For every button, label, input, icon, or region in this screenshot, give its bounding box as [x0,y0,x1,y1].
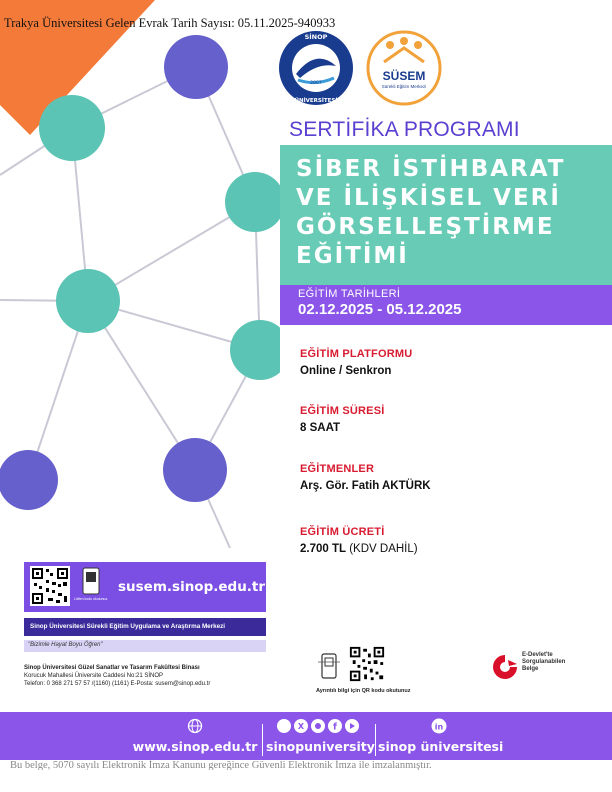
phone-scan-icon [74,566,108,606]
qr-note: Ayrıntılı bilgi için QR kodu okutunuz [316,688,411,694]
address-title: Sinop Üniversitesi Güzel Sanatlar ve Tasarım Fakültesi Binası [24,665,200,671]
sinop-university-logo [278,28,448,112]
footer-divider-2 [375,724,376,756]
svg-text:X: X [297,722,305,731]
duration-value: 8 SAAT [300,422,341,434]
edevlet-line-3: Belge [522,666,539,672]
fee-label: EĞİTİM ÜCRETİ [300,526,385,538]
susem-logo-text: SÜSEM [382,69,426,83]
qr-caption-left: Lütfen kodu okutunuz. [74,597,108,601]
susem-website-link[interactable]: susem.sinop.edu.tr [118,579,266,595]
phone-scan-icon-2 [314,652,344,682]
footer-website[interactable] [132,718,258,754]
svg-text:f: f [333,722,337,733]
incoming-document-stamp: Trakya Üniversitesi Gelen Evrak Tarih Sayısı: 05.11.2025-940933 [4,16,336,30]
social-icons [276,718,362,734]
footer-linkedin[interactable] [378,718,504,754]
fee-value: 2.700 TL [300,543,347,555]
platform-section [300,348,412,377]
title-line-3: GÖRSELLEŞTİRME [296,214,555,240]
platform-label: EĞİTİM PLATFORMU [300,348,413,360]
fee-section [300,526,418,555]
title-line-1: SİBER İSTİHBARAT [296,156,566,182]
globe-icon [187,718,203,734]
trainers-label: EĞİTMENLER [300,463,375,475]
address-block [24,664,274,688]
edevlet-text [522,652,565,673]
edevlet-logo-icon [490,652,520,682]
instagram-icon [277,719,291,733]
fee-note: (KDV DAHİL) [346,543,418,555]
trainers-section [300,463,431,492]
linkedin-icon [431,718,447,734]
footer-social[interactable] [266,718,375,754]
address-line: Korucuk Mahallesi Üniversite Caddesi No:21 SİNOP [24,673,164,679]
fee-value-row [300,543,418,555]
edevlet-line-1: E-Devlet'te [522,652,553,658]
edevlet-badge [490,652,580,682]
qr-code-left[interactable] [30,566,70,606]
platform-value: Online / Senkron [300,365,392,377]
dates-box [280,285,612,325]
logos-area [278,28,448,112]
contact-line: Telefon: 0 368 271 57 57 /(1160) (1161) E-Posta: susem@sinop.edu.tr [24,681,211,687]
footer-divider-1 [262,724,263,756]
title-line-4: EĞİTİMİ [296,243,409,269]
center-name-bar: Sinop Üniversitesi Sürekli Eğitim Uygulama ve Araştırma Merkezi [24,618,266,636]
footer-linkedin-label: sinop üniversitesi [378,739,504,754]
program-label: SERTİFİKA PROGRAMI [289,118,520,141]
title-box [280,145,612,285]
title-line-2: VE İLİŞKİSEL VERİ [296,185,561,211]
footer-website-label: www.sinop.edu.tr [132,739,258,754]
susem-logo-subtext: Sürekli Eğitim Merkezi [381,84,427,89]
e-signature-note: Bu belge, 5070 sayılı Elektronik İmza Kanunu gereğince Güvenli Elektronik İmza ile imzalanmıştır. [10,760,432,770]
network-illustration [0,0,280,548]
footer-social-label: sinopuniversity [266,739,375,754]
svg-text:in: in [434,722,444,732]
sinop-logo-top-text: SİNOP [304,33,328,41]
trainers-value: Arş. Gör. Fatih AKTÜRK [300,480,431,492]
motto-bar: "Bizimle Hayat Boyu Öğren" [24,640,266,652]
sinop-logo-bottom-text: ÜNİVERSİTESİ [294,98,338,104]
dates-value: 02.12.2025 - 05.12.2025 [298,301,462,318]
duration-label: EĞİTİM SÜRESİ [300,405,385,417]
qr-code-center[interactable] [348,645,386,683]
dates-label: EĞİTİM TARİHLERİ [298,288,401,300]
sinop-logo-year: 2007 [310,81,322,86]
duration-section [300,405,385,434]
edevlet-line-2: Sorgulanabilen [522,659,566,665]
